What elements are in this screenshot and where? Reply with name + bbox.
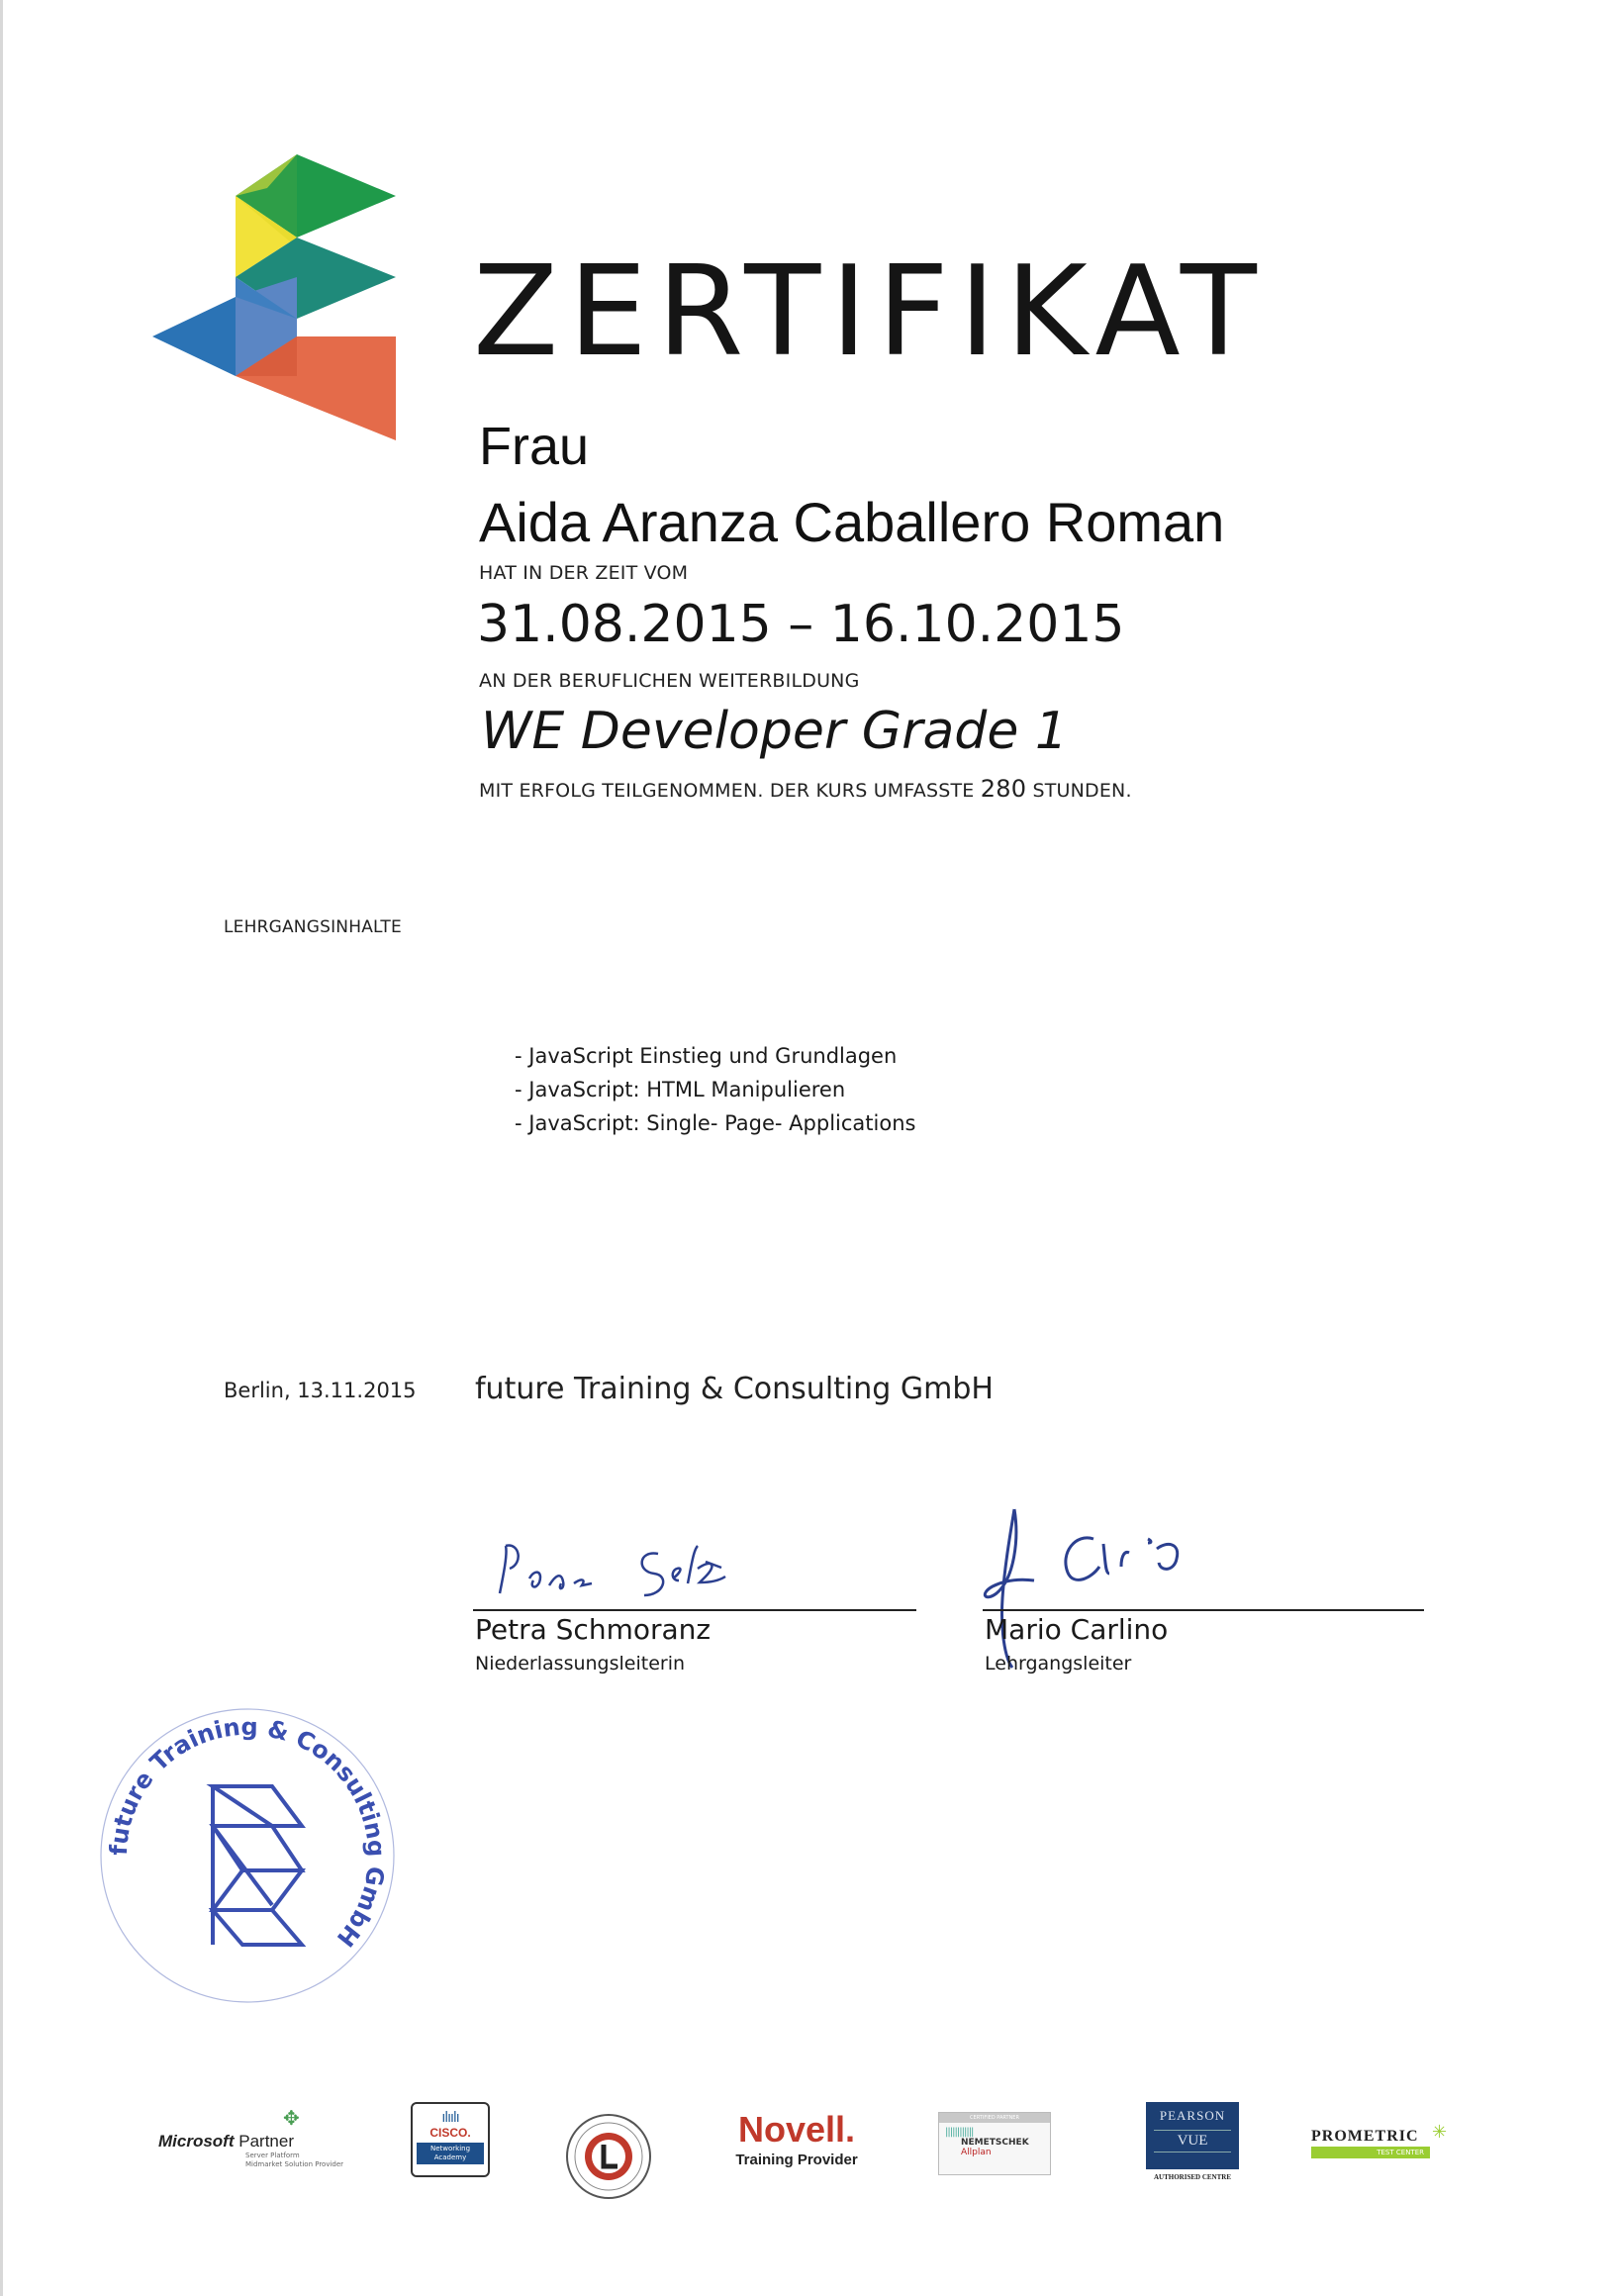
place-date: Berlin, 13.11.2015	[224, 1379, 417, 1402]
page-edge	[0, 0, 3, 2296]
signature-petra	[490, 1524, 807, 1613]
period-label: HAT IN DER ZEIT VOM	[479, 562, 689, 584]
completion-statement	[479, 777, 1132, 801]
signatory-name: Petra Schmoranz	[475, 1613, 712, 1646]
pearson-sub-label: AUTHORISED CENTRE	[1154, 2173, 1231, 2181]
company-logo	[148, 148, 406, 445]
barcode-icon: ||||||||||||	[945, 2127, 974, 2138]
sparkle-icon: ✳	[1432, 2122, 1448, 2143]
contents-label: LEHRGANGSINHALTE	[224, 917, 402, 937]
prometric-logo: ✳ PROMETRIC TEST CENTER	[1311, 2122, 1448, 2156]
logo-facet-blue-dark	[152, 297, 236, 376]
cisco-bars-icon: ılıılı	[441, 2110, 459, 2126]
course-title: WE Developer Grade 1	[481, 702, 1068, 761]
novell-logo: Novell. Training Provider	[735, 2109, 858, 2168]
recipient-name: Aida Aranza Caballero Roman	[479, 491, 1225, 553]
people-icon: ✥	[283, 2106, 300, 2130]
stamp-emblem	[213, 1786, 302, 1945]
completion-suffix: STUNDEN.	[1032, 780, 1132, 802]
completion-prefix: MIT ERFOLG TEILGENOMMEN. DER KURS UMFASSTE	[479, 780, 975, 802]
contents-list	[515, 1039, 915, 1140]
period-dates: 31.08.2015 – 16.10.2015	[477, 595, 1125, 654]
signature-line	[473, 1609, 916, 1611]
course-hours: 280	[980, 775, 1027, 803]
company-stamp	[89, 1697, 406, 2014]
contents-item: - JavaScript: Single- Page- Applications	[515, 1111, 916, 1135]
signatory-role: Niederlassungsleiterin	[475, 1653, 686, 1674]
nemetschek-logo: CERTIFIED PARTNER |||||||||||| NEMETSCHEK Allplan	[938, 2112, 1051, 2175]
signature-mario	[975, 1499, 1272, 1673]
partner-logos	[158, 2102, 1465, 2211]
pearson-vue-logo: PEARSON VUE	[1146, 2102, 1239, 2169]
contents-item: - JavaScript: HTML Manipulieren	[515, 1078, 846, 1101]
signatory-role: Lehrgangsleiter	[985, 1653, 1132, 1674]
lpi-logo	[564, 2102, 653, 2211]
company-name: future Training & Consulting GmbH	[475, 1372, 994, 1406]
logo-facet-darkgreen	[297, 154, 396, 238]
stamp-text: future Training & Consulting GmbH	[104, 1712, 391, 1953]
certificate-title: ZERTIFIKAT	[473, 239, 1267, 384]
signatory-name: Mario Carlino	[985, 1613, 1169, 1646]
cisco-academy-logo: ılıılı CISCO. Networking Academy	[411, 2102, 490, 2177]
microsoft-partner-logo: ✥ Microsoft Partner Server Platform Midmarket Solution Provider	[158, 2106, 344, 2168]
signature-line	[983, 1609, 1424, 1611]
contents-item: - JavaScript Einstieg und Grundlagen	[515, 1044, 898, 1068]
recipient-salutation: Frau	[479, 417, 590, 476]
training-label: AN DER BERUFLICHEN WEITERBILDUNG	[479, 670, 860, 692]
